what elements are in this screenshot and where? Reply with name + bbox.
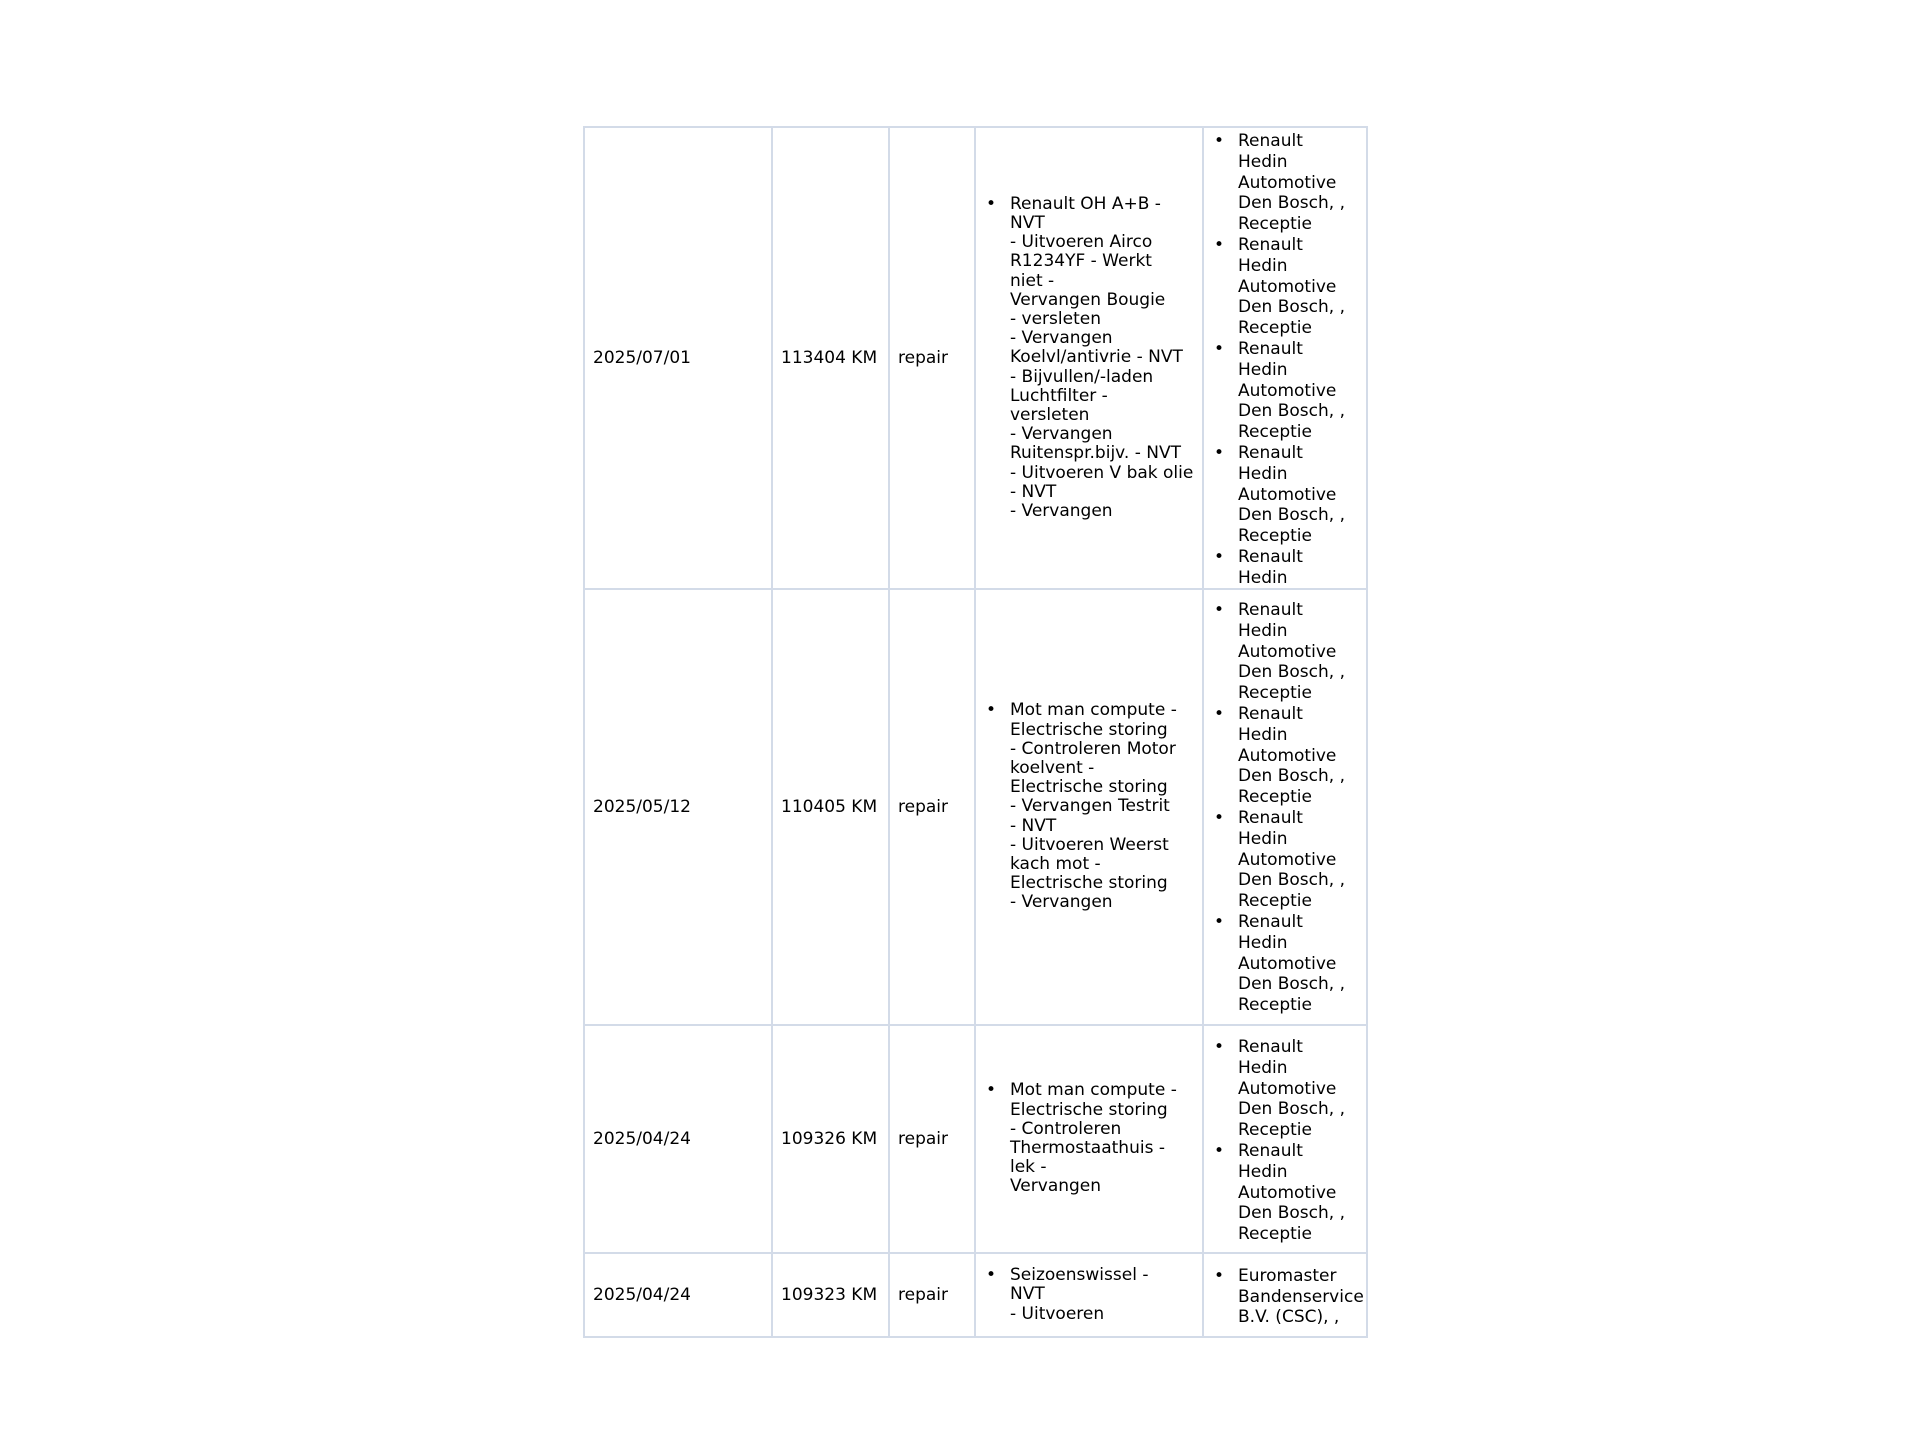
date-cell: 2025/07/01: [584, 127, 772, 589]
location-item: • Renault Hedin Automotive Den Bosch, , Receptie: [1212, 912, 1366, 1016]
location-list: [1212, 1037, 1366, 1245]
location-item: • Renault Hedin Automotive Den Bosch, , Receptie: [1212, 131, 1366, 235]
work-item: • Mot man compute - Electrische storing - Controleren Motor koelvent - Electrische storing - Vervangen Testrit - NVT - Uitvoeren Weerst kach mot - Electrische storing - Vervangen: [984, 701, 1202, 912]
work-cell: [975, 1253, 1203, 1337]
type-cell: repair: [889, 1025, 975, 1253]
type-cell: repair: [889, 589, 975, 1025]
location-cell: [1203, 589, 1367, 1025]
location-item: • Renault Hedin Automotive Den Bosch, , Receptie: [1212, 1141, 1366, 1245]
work-item: • Renault OH A+B - NVT - Uitvoeren Airco R1234YF - Werkt niet - Vervangen Bougie - versleten - Vervangen Koelvl/antivrie - NVT - Bijvullen/-laden Luchtfilter - versleten - Vervangen Ruitenspr.bijv. - NVT - Uitvoeren V bak olie - NVT - Vervangen: [984, 195, 1202, 521]
type-cell: repair: [889, 127, 975, 589]
date-cell: 2025/05/12: [584, 589, 772, 1025]
date-cell: 2025/04/24: [584, 1025, 772, 1253]
work-cell: [975, 1025, 1203, 1253]
location-item: • Renault Hedin: [1212, 547, 1366, 587]
mileage-cell: 113404 KM: [772, 127, 889, 589]
location-item: • Renault Hedin Automotive Den Bosch, , Receptie: [1212, 600, 1366, 704]
location-list: [1212, 1266, 1366, 1328]
location-item: • Renault Hedin Automotive Den Bosch, , Receptie: [1212, 808, 1366, 912]
work-cell: [975, 127, 1203, 589]
location-item: • Renault Hedin Automotive Den Bosch, , Receptie: [1212, 443, 1366, 547]
location-cell: [1203, 127, 1367, 589]
work-item: • Mot man compute - Electrische storing - Controleren Thermostaathuis - lek - Vervangen: [984, 1081, 1202, 1196]
work-list: [984, 195, 1202, 521]
table-row: [584, 1025, 1367, 1253]
table-row: [584, 589, 1367, 1025]
location-item: • Renault Hedin Automotive Den Bosch, , Receptie: [1212, 339, 1366, 443]
location-list: [1212, 600, 1366, 1016]
type-cell: repair: [889, 1253, 975, 1337]
table-row: [584, 1253, 1367, 1337]
location-item: • Renault Hedin Automotive Den Bosch, , Receptie: [1212, 704, 1366, 808]
work-list: [984, 1266, 1202, 1324]
location-item: • Renault Hedin Automotive Den Bosch, , Receptie: [1212, 235, 1366, 339]
work-cell: [975, 589, 1203, 1025]
service-history-table: [583, 126, 1368, 1338]
location-item: • Renault Hedin Automotive Den Bosch, , Receptie: [1212, 1037, 1366, 1141]
location-cell: [1203, 1253, 1367, 1337]
mileage-cell: 109323 KM: [772, 1253, 889, 1337]
mileage-cell: 110405 KM: [772, 589, 889, 1025]
location-cell: [1203, 1025, 1367, 1253]
location-item: • Euromaster Bandenservice B.V. (CSC), ,: [1212, 1266, 1366, 1328]
location-list: [1212, 131, 1366, 587]
date-cell: 2025/04/24: [584, 1253, 772, 1337]
work-list: [984, 701, 1202, 912]
work-item: • Seizoenswissel - NVT - Uitvoeren: [984, 1266, 1202, 1324]
table-row: [584, 127, 1367, 589]
work-list: [984, 1081, 1202, 1196]
mileage-cell: 109326 KM: [772, 1025, 889, 1253]
